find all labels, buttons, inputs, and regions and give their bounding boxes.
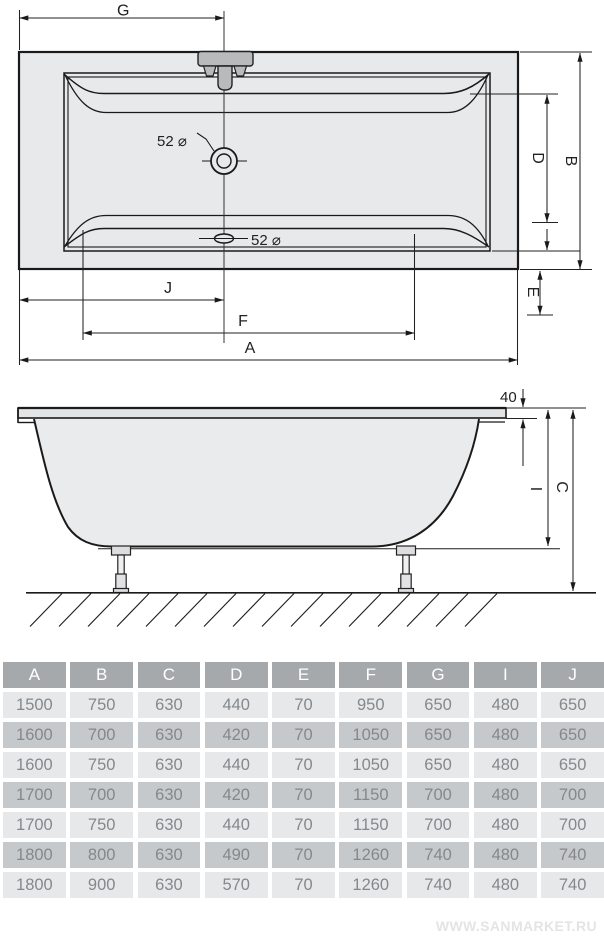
table-cell: 440 [205,692,268,718]
table-cell: 1600 [3,722,66,748]
dim-label-b: B [562,155,579,167]
tub-shell-fill [34,419,479,547]
table-cell: 750 [70,692,133,718]
table-cell: 740 [541,872,604,898]
table-cell: 950 [339,692,402,718]
table-cell: 630 [138,752,201,778]
table-header-cell: C [138,662,201,688]
table-header-cell: A [3,662,66,688]
table-cell: 480 [474,722,537,748]
table-cell: 740 [407,872,470,898]
side-view [18,389,596,627]
table-cell: 900 [70,872,133,898]
table-header-row [3,662,604,688]
table-cell: 70 [272,782,335,808]
table-cell: 800 [70,842,133,868]
table-cell: 1500 [3,692,66,718]
table-cell: 1800 [3,872,66,898]
table-cell: 480 [474,752,537,778]
table-cell: 490 [205,842,268,868]
table-cell: 650 [541,722,604,748]
drain-icon [211,148,237,174]
table-cell: 1150 [339,812,402,838]
dim-label-e: E [524,286,541,298]
table-cell: 420 [205,722,268,748]
table-cell: 650 [407,722,470,748]
table-row [3,782,604,808]
table-row [3,722,604,748]
table-row [3,752,604,778]
table-cell: 750 [70,752,133,778]
table-cell: 1700 [3,812,66,838]
table-cell: 1800 [3,842,66,868]
drain-bottom-label: 52 ⌀ [251,232,281,249]
table-cell: 700 [70,722,133,748]
table-cell: 480 [474,782,537,808]
table-cell: 700 [541,812,604,838]
dim-label-i: I [527,486,544,492]
table-header-cell: F [339,662,402,688]
table-cell: 70 [272,842,335,868]
table-cell: 420 [205,782,268,808]
table-cell: 630 [138,872,201,898]
table-cell: 650 [541,692,604,718]
table-cell: 480 [474,842,537,868]
table-cell: 740 [541,842,604,868]
table-cell: 700 [407,782,470,808]
table-cell: 650 [407,752,470,778]
table-header-cell: G [407,662,470,688]
table-cell: 650 [541,752,604,778]
table-cell: 440 [205,752,268,778]
table-cell: 570 [205,872,268,898]
top-view [19,3,592,366]
dim-label-c: C [553,481,570,493]
table-cell: 480 [474,872,537,898]
table-cell: 700 [407,812,470,838]
ground-hatching [30,594,497,627]
table-cell: 70 [272,692,335,718]
side-view-dimensions [506,389,586,591]
table-cell: 480 [474,692,537,718]
table-cell: 70 [272,812,335,838]
table-cell: 700 [541,782,604,808]
dim-label-g: G [117,2,130,20]
watermark: WWW.SANMARKET.RU [435,918,597,934]
dim-label-j: J [164,280,172,297]
table-cell: 750 [70,812,133,838]
table-cell: 630 [138,722,201,748]
rim-slab [18,408,506,418]
table-cell: 480 [474,812,537,838]
drain-top-label: 52 ⌀ [157,133,187,150]
table-cell: 70 [272,872,335,898]
table-header-cell: I [474,662,537,688]
table-cell: 1260 [339,842,402,868]
table-cell: 1700 [3,782,66,808]
table-header-cell: D [205,662,268,688]
table-cell: 630 [138,812,201,838]
table-row [3,842,604,868]
table-row [3,812,604,838]
table-header-cell: B [70,662,133,688]
table-cell: 630 [138,842,201,868]
dim-label-f: F [238,313,248,330]
dimension-table [3,662,604,902]
table-cell: 630 [138,782,201,808]
table-cell: 700 [70,782,133,808]
table-header-cell: E [272,662,335,688]
table-cell: 1260 [339,872,402,898]
dim-label-a: A [244,340,256,357]
table-cell: 1600 [3,752,66,778]
table-cell: 650 [407,692,470,718]
table-cell: 1150 [339,782,402,808]
table-cell: 630 [138,692,201,718]
table-cell: 70 [272,752,335,778]
table-cell: 1050 [339,722,402,748]
tub-foot-left [112,546,131,593]
table-cell: 1050 [339,752,402,778]
tub-foot-right [397,546,416,593]
table-header-cell: J [541,662,604,688]
dim-label-d: D [529,152,546,164]
table-cell: 440 [205,812,268,838]
table-cell: 70 [272,722,335,748]
table-row [3,692,604,718]
table-cell: 740 [407,842,470,868]
table-row [3,872,604,898]
rim-thickness-label: 40 [500,389,517,406]
